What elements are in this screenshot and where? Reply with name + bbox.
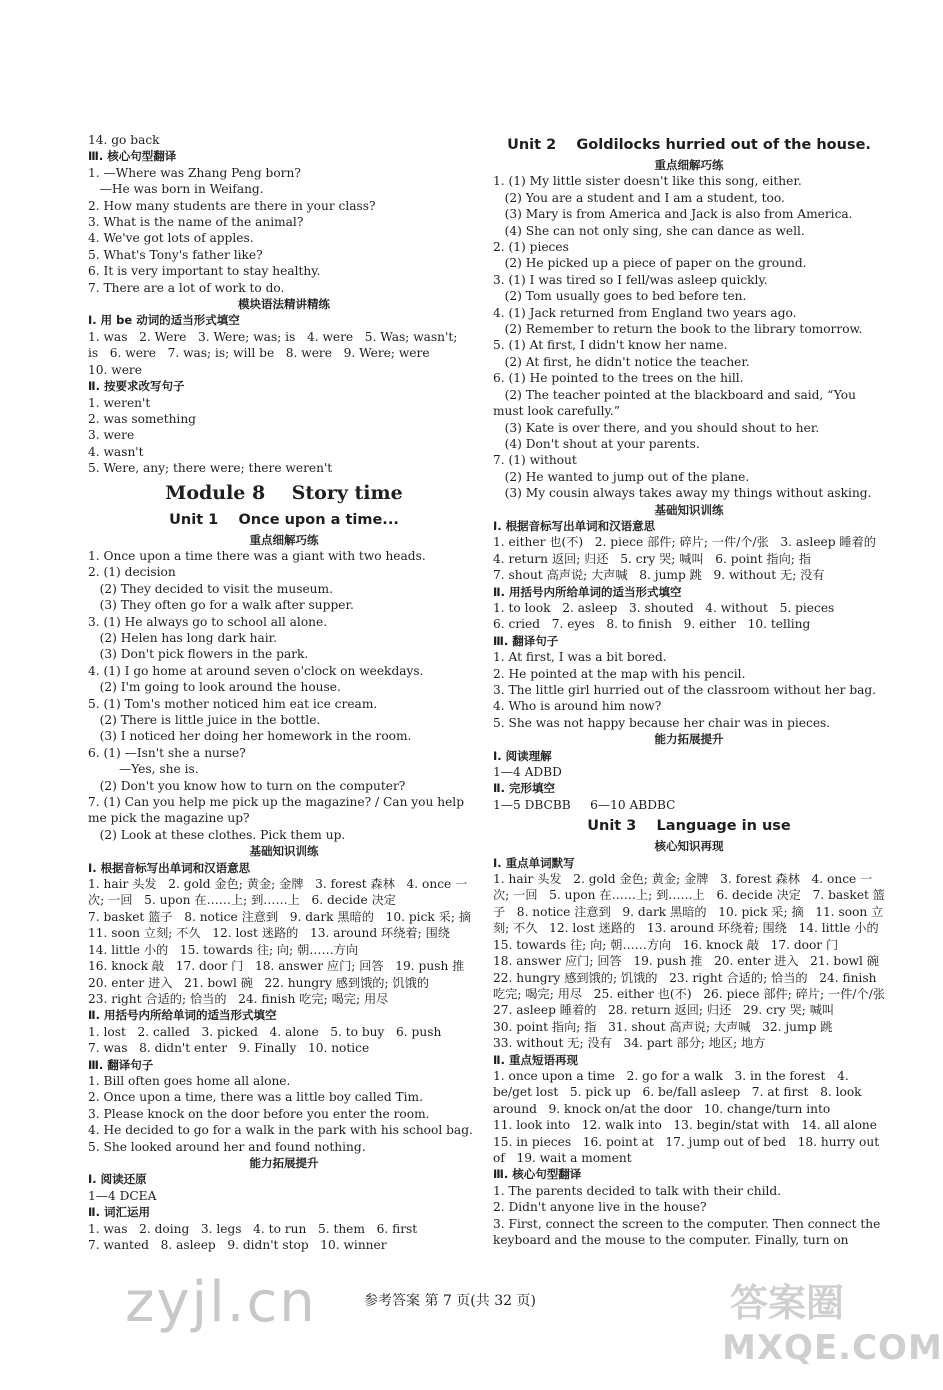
answer-line: 1. At first, I was a bit bored. <box>493 650 667 665</box>
subsection-heading: 重点细解巧练 <box>654 158 724 172</box>
answer-line: 2. was something <box>88 411 196 426</box>
answer-line: 5. She was not happy because her chair was in pieces. <box>493 715 831 730</box>
answer-line: 5. (1) At first, I didn't know her name. <box>493 338 728 353</box>
left-column <box>88 132 483 1253</box>
answer-line: is 6. were 7. was; is; will be 8. were 9. Were; were <box>88 346 430 361</box>
answer-line: 7. There are a lot of work to do. <box>88 280 285 295</box>
answer-line: 23. right 合适的; 恰当的 24. finish 吃完; 喝完; 用尽 <box>88 991 389 1006</box>
answer-line: 5. She looked around her and found nothing. <box>88 1139 366 1154</box>
answer-line: 7. (1) Can you help me pick up the magazine? / Can you help me pick the magazine up? <box>88 795 468 826</box>
answer-line: (4) Don't shout at your parents. <box>493 436 700 451</box>
answer-line: 30. point 指向; 指 31. shout 高声说; 大声喊 32. jump 跳 <box>493 1019 833 1034</box>
answer-line: —He was born in Weifang. <box>88 182 264 197</box>
watermark-url: MXQE.COM <box>722 1328 943 1368</box>
answer-line: (3) Kate is over there, and you should shout to her. <box>493 420 820 435</box>
answer-line: (2) Tom usually goes to bed before ten. <box>493 289 747 304</box>
answer-line: 7. basket 篮子 8. notice 注意到 9. dark 黑暗的 10. pick 采; 摘 11. soon 立刻; 不久 12. lost 迷路的 13. around 环绕着; 围绕 14. little 小的 15. towards 往; 向; 朝……方向 <box>88 909 483 957</box>
section-heading: Ⅰ. 阅读理解 <box>493 748 552 763</box>
answer-line: 6. cried 7. eyes 8. to finish 9. either 10. telling <box>493 617 811 632</box>
answer-line: 10. were <box>88 362 142 377</box>
answer-line: 2. (1) decision <box>88 565 176 580</box>
answer-line: 2. He pointed at the map with his pencil. <box>493 666 746 681</box>
answer-line: (3) My cousin always takes away my things without asking. <box>493 486 872 501</box>
answer-line: (3) They often go for a walk after supper. <box>88 598 354 613</box>
answer-line: —Yes, she is. <box>88 762 199 777</box>
answer-line: 5. What's Tony's father like? <box>88 247 263 262</box>
watermark-logo: 答案圈 <box>730 1281 845 1325</box>
answer-line: 22. hungry 感到饿的; 饥饿的 23. right 合适的; 恰当的 24. finish 吃完; 喝完; 用尽 25. either 也(不) 26. piece 部件; 碎片; 一件/个/张 27. asleep 睡着的 28. return 返回; 归还 29. cry 哭; 喊叫 <box>493 970 897 1018</box>
answer-line: 6. (1) He pointed to the trees on the hill. <box>493 371 744 386</box>
answer-line: 1. either 也(不) 2. piece 部件; 碎片; 一件/个/张 3. asleep 睡着的 4. return 返回; 归还 5. cry 哭; 喊叫 6. point 指向; 指 <box>493 535 888 566</box>
answer-line: 4. (1) I go home at around seven o'clock on weekdays. <box>88 663 424 678</box>
answer-line: 14. go back <box>88 133 160 147</box>
page-footer: 参考答案 第 7 页(共 32 页) <box>364 1293 536 1309</box>
answer-line: (2) At first, he didn't notice the teacher. <box>493 354 750 369</box>
answer-line: 1. —Where was Zhang Peng born? <box>88 165 301 180</box>
answer-line: 18. answer 应门; 回答 19. push 推 20. enter 进入 21. bowl 碗 <box>493 954 879 969</box>
answer-line: 3. The little girl hurried out of the classroom without her bag. <box>493 683 877 697</box>
answer-line: (2) Look at these clothes. Pick them up. <box>88 827 346 842</box>
answer-line: 2. (1) pieces <box>493 240 569 255</box>
section-heading: Ⅱ. 完形填空 <box>493 781 555 796</box>
answer-line: 5. Were, any; there were; there weren't <box>88 461 333 476</box>
answer-line: 1. Bill often goes home all alone. <box>88 1073 291 1088</box>
answer-line: (3) Don't pick flowers in the park. <box>88 647 309 662</box>
answer-line: 6. It is very important to stay healthy. <box>88 264 321 279</box>
subsection-heading: 基础知识训练 <box>249 844 319 859</box>
answer-line: 33. without 无; 没有 34. part 部分; 地区; 地方 <box>493 1036 766 1051</box>
answer-line: (2) Helen has long dark hair. <box>88 630 277 645</box>
unit-title: Unit 3 Language in use <box>587 818 791 835</box>
section-heading: Ⅱ. 用括号内所给单词的适当形式填空 <box>493 584 682 599</box>
answer-line: (2) The teacher pointed at the blackboard and said, “You must look carefully.” <box>493 387 860 419</box>
answer-line: 1—4 ADBD <box>493 765 562 780</box>
answer-line: 7. was 8. didn't enter 9. Finally 10. notice <box>88 1041 370 1056</box>
right-column <box>493 132 897 1248</box>
answer-line: 1—4 DCEA <box>88 1188 157 1203</box>
answer-line: 2. Didn't anyone live in the house? <box>493 1200 707 1215</box>
section-heading: Ⅲ. 翻译句子 <box>493 633 559 648</box>
answer-line: 4. (1) Jack returned from England two years ago. <box>493 305 797 320</box>
subsection-heading: 核心知识再现 <box>654 839 724 854</box>
unit-title: Unit 2 Goldilocks hurried out of the house. <box>507 137 871 153</box>
answer-line: 5. (1) Tom's mother noticed him eat ice cream. <box>88 696 378 711</box>
unit-title: Unit 1 Once upon a time... <box>169 511 399 528</box>
answer-line: 7. shout 高声说; 大声喊 8. jump 跳 9. without 无; 没有 <box>493 568 825 583</box>
answer-line: 7. wanted 8. asleep 9. didn't stop 10. winner <box>88 1238 387 1252</box>
answer-line: 7. (1) without <box>493 453 577 468</box>
answer-line: 4. wasn't <box>88 444 144 459</box>
answer-line: 3. What is the name of the animal? <box>88 215 304 230</box>
section-heading: Ⅲ. 翻译句子 <box>88 1057 154 1072</box>
answer-line: (2) Remember to return the book to the library tomorrow. <box>493 322 863 337</box>
module-title: Module 8 Story time <box>165 481 403 504</box>
answer-line: 1. (1) My little sister doesn't like this song, either. <box>493 174 802 189</box>
answer-line: (2) He wanted to jump out of the plane. <box>493 469 750 484</box>
answer-line: 1. was 2. Were 3. Were; was; is 4. were 5. Was; wasn't; <box>88 329 458 344</box>
section-heading: Ⅰ. 重点单词默写 <box>493 855 575 870</box>
subsection-heading: 能力拓展提升 <box>654 732 724 747</box>
subsection-heading: 能力拓展提升 <box>249 1155 319 1170</box>
answer-line: (3) I noticed her doing her homework in the room. <box>88 729 412 744</box>
answer-line: (2) Don't you know how to turn on the computer? <box>88 778 406 793</box>
section-heading: Ⅰ. 用 be 动词的适当形式填空 <box>88 313 240 328</box>
answer-line: 16. knock 敲 17. door 门 18. answer 应门; 回答 19. push 推 <box>88 959 465 974</box>
section-heading: Ⅲ. 核心句型翻译 <box>88 149 177 164</box>
answer-line: 2. Once upon a time, there was a little boy called Tim. <box>88 1090 423 1105</box>
section-heading: Ⅱ. 重点短语再现 <box>493 1052 578 1067</box>
answer-line: (2) You are a student and I am a student, too. <box>493 190 785 205</box>
answer-line: 1. hair 头发 2. gold 金色; 黄金; 金牌 3. forest 森林 4. once 一次; 一回 5. upon 在……上; 到……上 6. decide 决定 7. basket 篮子 8. notice 注意到 9. dark 黑暗的 10. pick 采; 摘 11. soon 立刻; 不久 12. lost 迷路的 13. around 环绕着; 围绕 14. little 小的 15. towards 往; 向; 朝……方向 16. knock 敲 17. door 门 <box>493 872 891 952</box>
section-heading: Ⅲ. 核心句型翻译 <box>493 1167 582 1182</box>
answer-line: 1. weren't <box>88 395 151 410</box>
answer-line: 3. (1) He always go to school all alone. <box>88 614 328 629</box>
answer-line: 1—5 DBCBB 6—10 ABDBC <box>493 797 676 812</box>
answer-line: 1. lost 2. called 3. picked 4. alone 5. to buy 6. push <box>88 1024 442 1039</box>
answer-line: 15. in pieces 16. point at 17. jump out of bed 18. hurry out of 19. wait a moment <box>493 1134 883 1165</box>
answer-line: 1. once upon a time 2. go for a walk 3. in the forest 4. be/get lost 5. pick up 6. be/fall asleep 7. at first 8. look around 9. knock on/at the door 10. change/turn into <box>493 1068 866 1116</box>
section-heading: Ⅰ. 阅读还原 <box>88 1172 147 1187</box>
answer-line: 4. Who is around him now? <box>493 699 662 714</box>
section-heading: Ⅰ. 根据音标写出单词和汉语意思 <box>493 518 656 533</box>
section-heading: Ⅰ. 根据音标写出单词和汉语意思 <box>88 860 251 875</box>
answer-line: 2. How many students are there in your class? <box>88 198 376 213</box>
answer-line: 3. First, connect the screen to the computer. Then connect the keyboard and the mouse to the computer. Finally, turn on <box>493 1216 885 1247</box>
subsection-heading: 基础知识训练 <box>654 502 724 517</box>
section-heading: Ⅱ. 用括号内所给单词的适当形式填空 <box>88 1008 277 1023</box>
answer-line: 3. were <box>88 428 135 443</box>
answer-line: (2) There is little juice in the bottle. <box>88 713 321 727</box>
answer-line: 4. We've got lots of apples. <box>88 231 254 246</box>
answer-line: 1. Once upon a time there was a giant with two heads. <box>88 548 426 563</box>
answer-line: 20. enter 进入 21. bowl 碗 22. hungry 感到饿的; 饥饿的 <box>88 975 430 990</box>
answer-line: 11. look into 12. walk into 13. begin/stat with 14. all alone <box>493 1118 877 1133</box>
answer-line: 3. Please knock on the door before you enter the room. <box>88 1106 430 1121</box>
subsection-heading: 模块语法精讲精练 <box>238 297 330 312</box>
answer-line: 1. hair 头发 2. gold 金色; 黄金; 金牌 3. forest 森林 4. once 一次; 一回 5. upon 在……上; 到……上 6. decide 决定 <box>88 877 468 908</box>
answer-line: (2) He picked up a piece of paper on the ground. <box>493 256 807 271</box>
answer-line: 6. (1) —Isn't she a nurse? <box>88 745 246 760</box>
watermark-zyjl: zyjl.cn <box>125 1270 317 1335</box>
answer-line: 4. He decided to go for a walk in the park with his school bag. <box>88 1123 473 1138</box>
section-heading: Ⅱ. 按要求改写句子 <box>88 379 185 394</box>
answer-line: 1. was 2. doing 3. legs 4. to run 5. them 6. first <box>88 1221 418 1236</box>
section-heading: Ⅱ. 词汇运用 <box>88 1205 150 1220</box>
answer-line: 1. to look 2. asleep 3. shouted 4. without 5. pieces <box>493 600 835 615</box>
answer-line: 3. (1) I was tired so I fell/was asleep quickly. <box>493 272 768 287</box>
answer-line: (2) I'm going to look around the house. <box>88 680 341 695</box>
subsection-heading: 重点细解巧练 <box>249 532 319 547</box>
answer-line: 1. The parents decided to talk with their child. <box>493 1183 782 1198</box>
answer-line: (3) Mary is from America and Jack is also from America. <box>493 207 853 222</box>
answer-line: (4) She can not only sing, she can dance as well. <box>493 223 805 238</box>
answer-line: (2) They decided to visit the museum. <box>88 581 333 596</box>
